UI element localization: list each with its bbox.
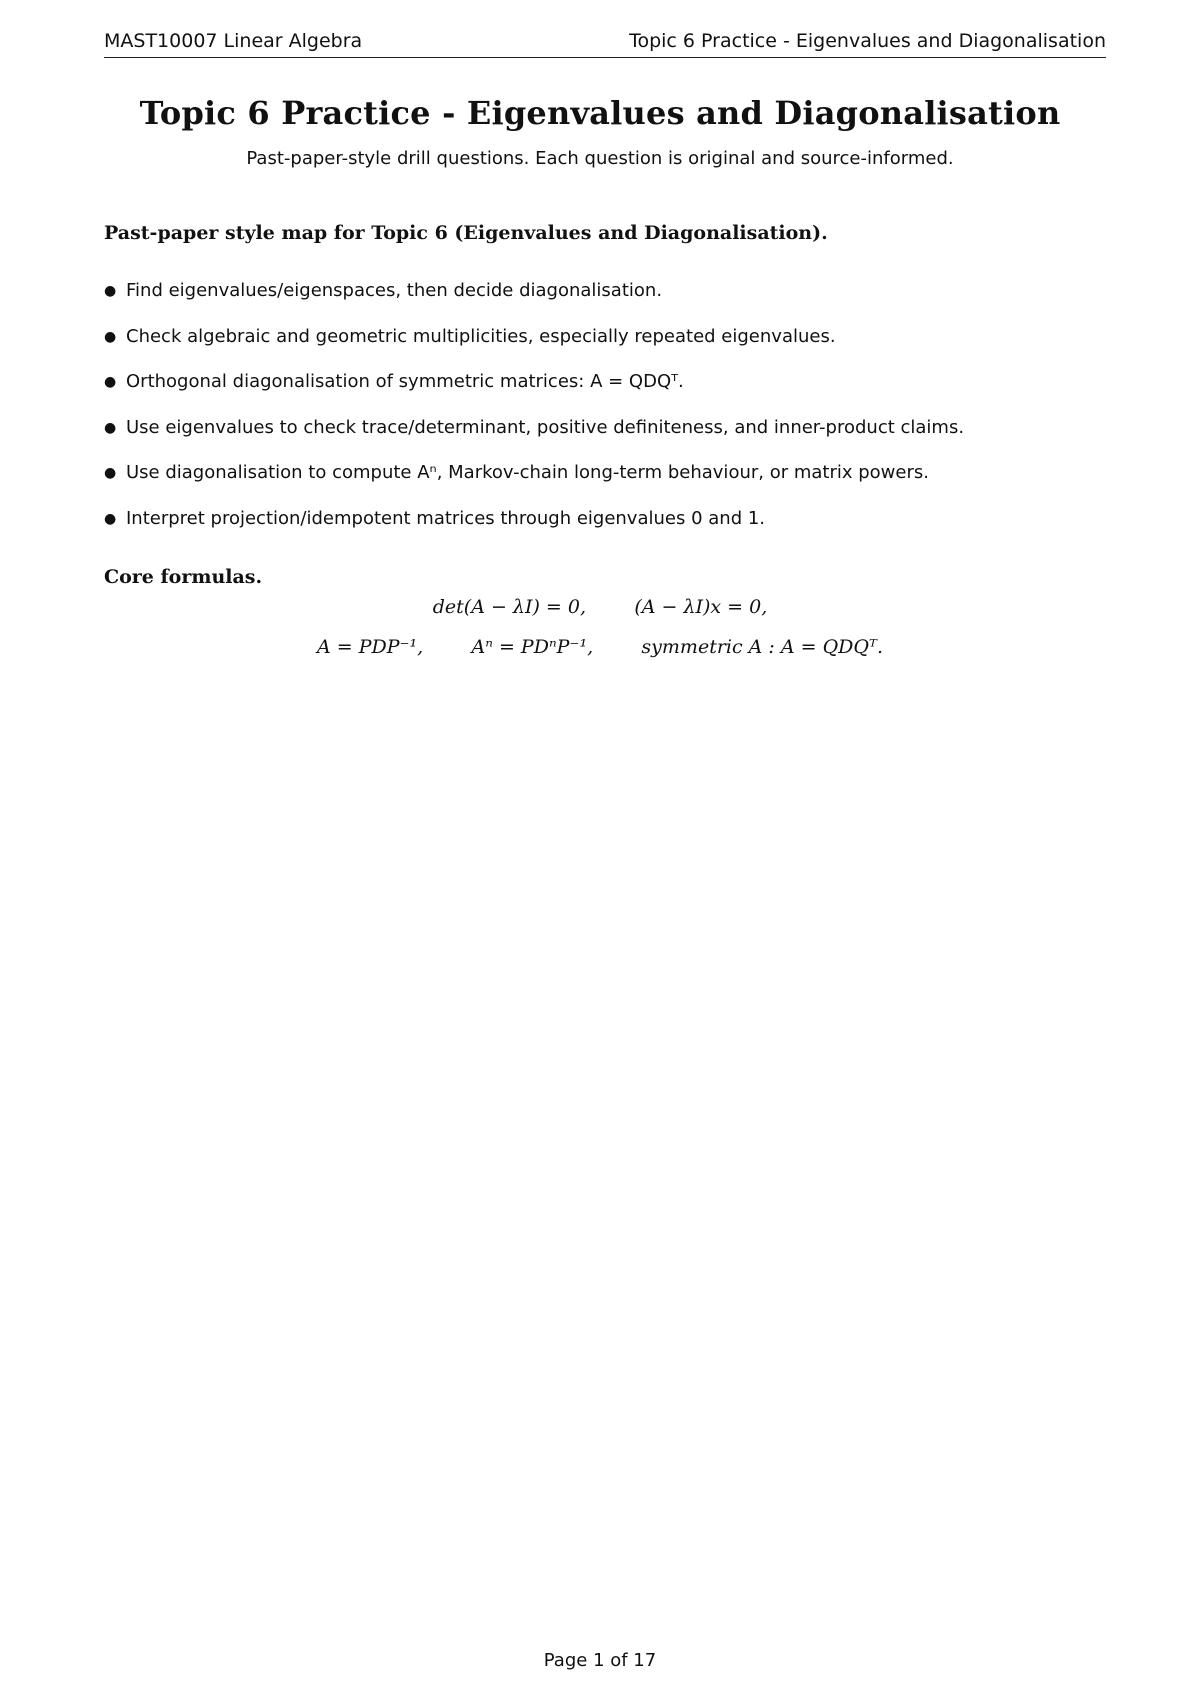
page-number: Page 1 of 17	[543, 1650, 657, 1671]
list-item	[104, 280, 964, 326]
header-course: MAST10007 Linear Algebra	[104, 30, 363, 52]
list-item-text: Interpret projection/idempotent matrices through eigenvalues 0 and 1.	[126, 507, 766, 529]
style-map-list	[104, 280, 964, 553]
list-item-text: Orthogonal diagonalisation of symmetric matrices: A = QDQᵀ.	[126, 371, 684, 392]
bullet-icon: ●	[104, 374, 117, 390]
list-item	[104, 462, 964, 508]
list-item	[104, 508, 964, 554]
core-formulas-heading: Core formulas.	[104, 566, 263, 588]
list-item-text: Use eigenvalues to check trace/determinant, positive definiteness, and inner-product claims.	[126, 416, 965, 438]
page-subtitle: Past-paper-style drill questions. Each question is original and source-informed.	[246, 148, 954, 169]
style-map-heading: Past-paper style map for Topic 6 (Eigenvalues and Diagonalisation).	[104, 222, 828, 244]
formula-eigen-equations: det(A − λI) = 0, (A − λI)x = 0,	[432, 596, 768, 618]
formula-diagonalisation: A = PDP⁻¹, Aⁿ = PDⁿP⁻¹, symmetric A : A = QDQᵀ.	[316, 636, 883, 658]
list-item-text: Find eigenvalues/eigenspaces, then decide diagonalisation.	[126, 280, 663, 301]
page-title: Topic 6 Practice - Eigenvalues and Diagonalisation	[139, 94, 1061, 132]
bullet-icon: ●	[104, 283, 117, 299]
list-item	[104, 371, 964, 417]
list-item-text: Use diagonalisation to compute Aⁿ, Markov-chain long-term behaviour, or matrix powers.	[126, 462, 929, 483]
bullet-icon: ●	[104, 328, 117, 345]
running-header	[104, 28, 1106, 58]
bullet-icon: ●	[104, 510, 117, 527]
bullet-icon: ●	[104, 465, 117, 481]
list-item-text: Check algebraic and geometric multiplicities, especially repeated eigenvalues.	[126, 325, 836, 347]
list-item	[104, 417, 964, 463]
header-topic: Topic 6 Practice - Eigenvalues and Diagonalisation	[629, 30, 1106, 52]
bullet-icon: ●	[104, 419, 117, 436]
list-item	[104, 326, 964, 372]
